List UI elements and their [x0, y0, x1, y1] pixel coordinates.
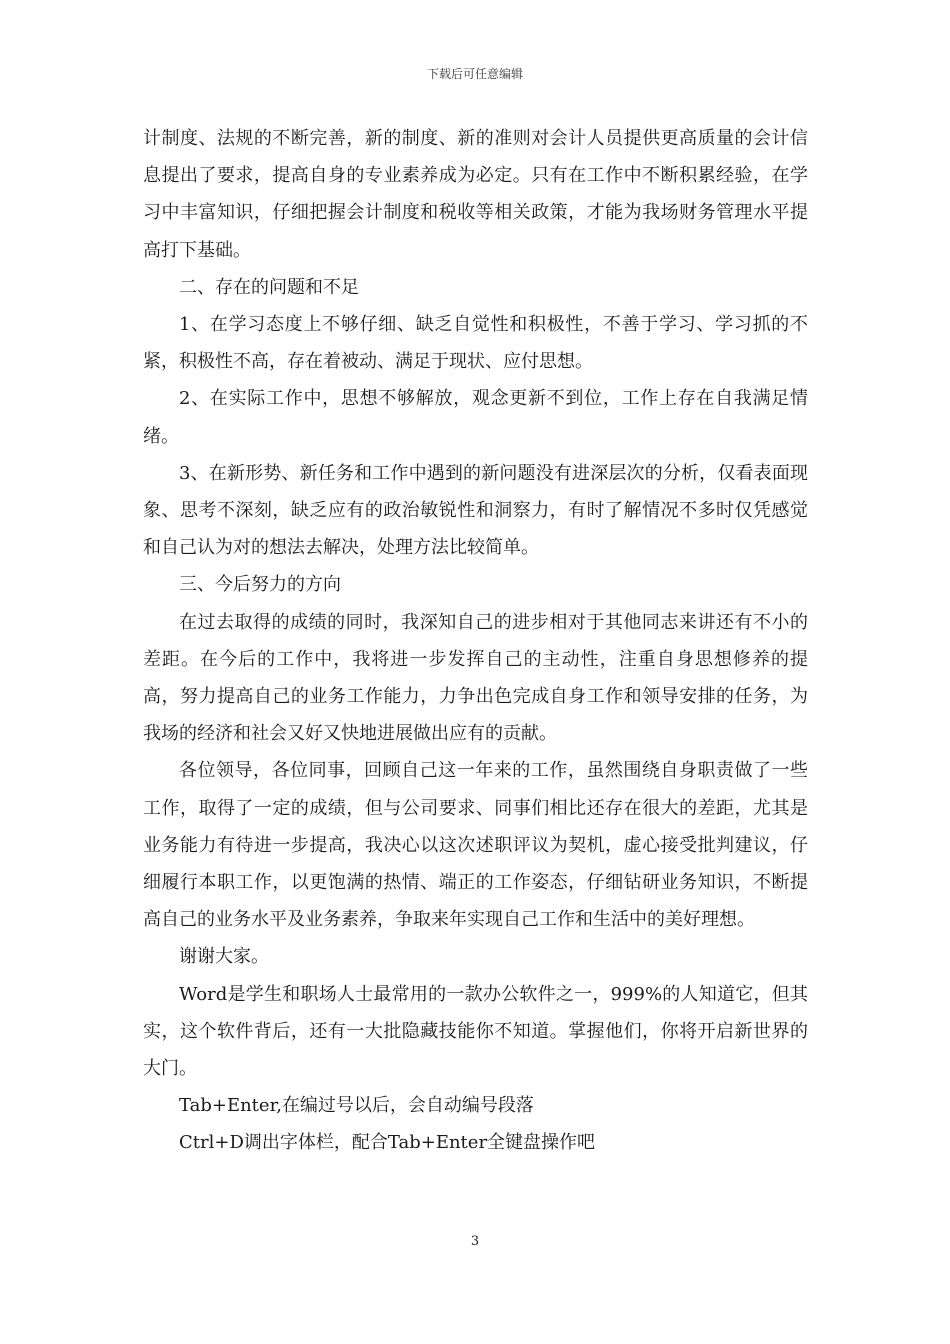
paragraph: Ctrl+D调出字体栏，配合Tab+Enter全键盘操作吧 [179, 1132, 596, 1154]
paragraph: 各位领导，各位同事，回顾自己这一年来的工作，虽然围绕自身职责做了一些工作，取得了一定的成绩，但与公司要求、同事们相比还存在很大的差距，尤其是业务能力有待进一步提高，我决心以这次述职评议为契机，虚心接受批判建议，仔细履行本职工作，以更饱满的热情、端正的工作姿态，仔细钻研业务知识，不断提高自己的业务水平及业务素养，争取来年实现自己工作和生活中的美好理想。 [143, 760, 808, 931]
paragraph: Tab+Enter,在编过号以后，会自动编号段落 [179, 1095, 534, 1117]
paragraph: 谢谢大家。 [179, 946, 269, 968]
section-heading: 二、存在的问题和不足 [179, 276, 359, 298]
section-heading: 三、今后努力的方向 [179, 574, 341, 596]
page-number: 3 [470, 1234, 480, 1249]
list-item: 2、在实际工作中，思想不够解放，观念更新不到位，工作上存在自我满足情绪。 [143, 388, 808, 447]
paragraph: 在过去取得的成绩的同时，我深知自己的进步相对于其他同志来讲还有不小的差距。在今后的工作中，我将进一步发挥自己的主动性，注重自身思想修养的提高，努力提高自己的业务工作能力，力争出色完成自身工作和领导安排的任务，为我场的经济和社会又好又快地进展做出应有的贡献。 [143, 611, 808, 745]
paragraph: Word是学生和职场人士最常用的一款办公软件之一，999%的人知道它，但其实，这个软件背后，还有一大批隐藏技能你不知道。掌握他们，你将开启新世界的大门。 [143, 983, 808, 1080]
document-body [143, 120, 808, 1162]
paragraph: 计制度、法规的不断完善，新的制度、新的准则对会计人员提供更高质量的会计信息提出了要求，提高自身的专业素养成为必定。只有在工作中不断积累经验，在学习中丰富知识，仔细把握会计制度和税收等相关政策，才能为我场财务管理水平提高打下基础。 [143, 128, 808, 261]
list-item: 3、在新形势、新任务和工作中遇到的新问题没有进深层次的分析，仅看表面现象、思考不深刻，缺乏应有的政治敏锐性和洞察力，有时了解情况不多时仅凭感觉和自己认为对的想法去解决，处理方法比较简单。 [143, 462, 808, 559]
page-header: 下载后可任意编辑 [426, 67, 523, 81]
list-item: 1、在学习态度上不够仔细、缺乏自觉性和积极性，不善于学习、学习抓的不紧，积极性不高，存在着被动、满足于现状、应付思想。 [143, 314, 808, 373]
